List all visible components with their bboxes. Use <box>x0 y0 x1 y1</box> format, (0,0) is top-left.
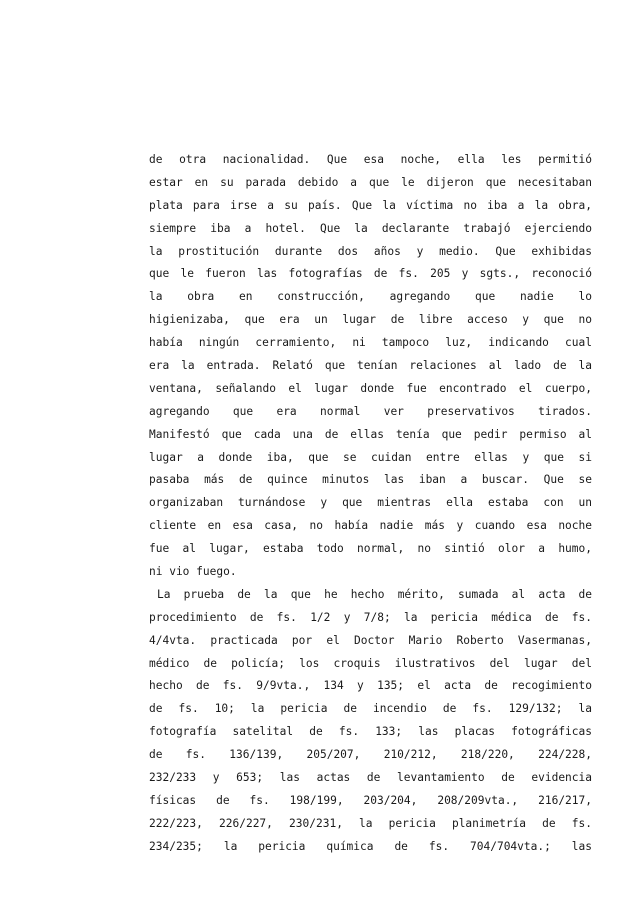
paragraph-start-line: La prueba de la que he hecho mérito, sumada al acta de <box>157 587 592 601</box>
text-line: higienizaba, que era un lugar de libre acceso y que no <box>149 313 592 327</box>
text-line: pasaba más de quince minutos las iban a buscar. Que se <box>149 473 592 487</box>
text-line: ventana, señalando el lugar donde fue encontrado el cuerpo, <box>149 381 592 395</box>
text-line: médico de policía; los croquis ilustrativos del lugar del <box>149 656 592 670</box>
text-line: procedimiento de fs. 1/2 y 7/8; la pericia médica de fs. <box>149 610 592 624</box>
text-line: de otra nacionalidad. Que esa noche, ella les permitió <box>149 153 592 166</box>
text-line: de fs. 136/139, 205/207, 210/212, 218/220, 224/228, <box>149 748 592 762</box>
text-line: estar en su parada debido a que le dijeron que necesitaban <box>149 175 592 189</box>
text-line: fotografía satelital de fs. 133; las placas fotográficas <box>149 725 592 739</box>
text-line: que le fueron las fotografías de fs. 205 y sgts., reconoció <box>149 267 592 281</box>
text-line: 4/4vta. practicada por el Doctor Mario Roberto Vasermanas, <box>149 633 592 647</box>
text-line: plata para irse a su país. Que la víctima no iba a la obra, <box>149 198 592 212</box>
text-line: 222/223, 226/227, 230/231, la pericia planimetría de fs. <box>149 816 592 830</box>
text-line: siempre iba a hotel. Que la declarante trabajó ejerciendo <box>149 221 592 235</box>
text-line: de fs. 10; la pericia de incendio de fs. 129/132; la <box>149 702 592 716</box>
paragraph-end-line: ni vio fuego. <box>149 565 237 579</box>
body-text <box>149 149 592 859</box>
text-line: Manifestó que cada una de ellas tenía que pedir permiso al <box>149 427 592 441</box>
text-line: la prostitución durante dos años y medio. Que exhibidas <box>149 244 592 258</box>
text-line: físicas de fs. 198/199, 203/204, 208/209vta., 216/217, <box>149 793 592 807</box>
text-line: fue al lugar, estaba todo normal, no sintió olor a humo, <box>149 542 592 556</box>
text-line: 232/233 y 653; las actas de levantamiento de evidencia <box>149 771 592 785</box>
text-line: 234/235; la pericia química de fs. 704/704vta.; las <box>149 839 592 853</box>
text-line: cliente en esa casa, no había nadie más y cuando esa noche <box>149 519 592 533</box>
text-line: agregando que era normal ver preservativos tirados. <box>149 404 592 418</box>
text-line: lugar a donde iba, que se cuidan entre ellas y que si <box>149 450 592 464</box>
text-line: la obra en construcción, agregando que nadie lo <box>149 290 592 304</box>
text-line: organizaban turnándose y que mientras ella estaba con un <box>149 496 592 510</box>
text-line: había ningún cerramiento, ni tampoco luz, indicando cual <box>149 336 592 350</box>
text-line: hecho de fs. 9/9vta., 134 y 135; el acta de recogimiento <box>149 679 592 693</box>
text-line: era la entrada. Relató que tenían relaciones al lado de la <box>149 359 592 373</box>
